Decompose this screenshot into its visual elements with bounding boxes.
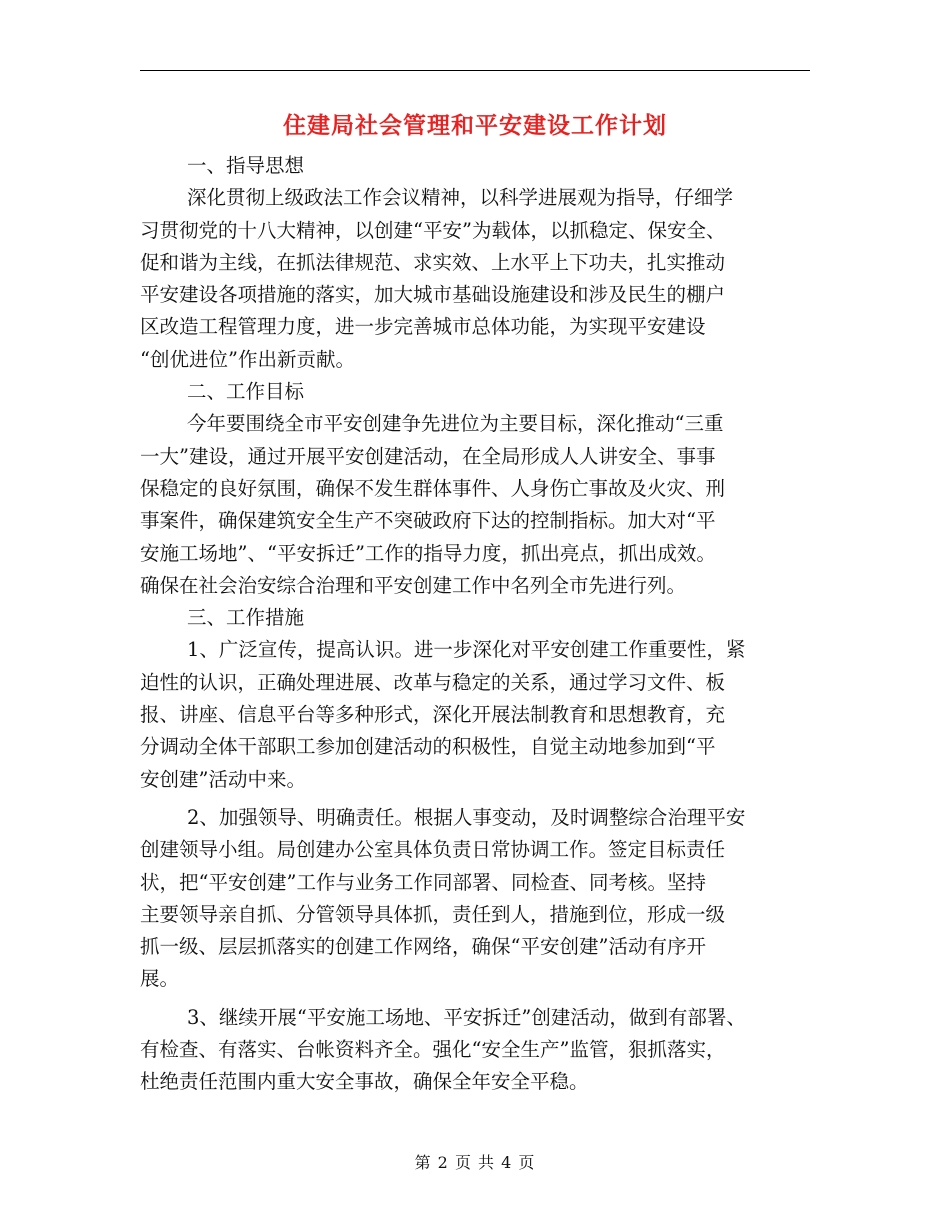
paragraph-line: 分调动全体干部职工参加创建活动的积极性，自觉主动地参加到“平 (140, 735, 716, 759)
section-heading-2: 二、工作目标 (187, 380, 305, 404)
document-title: 住建局社会管理和平安建设工作计划 (283, 112, 667, 139)
paragraph-line: 习贯彻党的十八大精神，以创建“平安”为载体，以抓稳定、保安全、 (140, 218, 726, 242)
paragraph-line: 杜绝责任范围内重大安全事故，确保全年安全平稳。 (140, 1070, 589, 1094)
paragraph-line: 今年要围绕全市平安创建争先进位为主要目标，深化推动“三重 (187, 412, 724, 436)
header-rule (140, 70, 810, 71)
paragraph-line: 1、广泛宣传，提高认识。进一步深化对平安创建工作重要性，紧 (187, 638, 746, 662)
paragraph-line: 区改造工程管理力度，进一步完善城市总体功能，为实现平安建设 (140, 315, 706, 339)
paragraph-line: 报、讲座、信息平台等多种形式，深化开展法制教育和思想教育，充 (140, 703, 726, 727)
paragraph-line: 创建领导小组。局创建办公室具体负责日常协调工作。签定目标责任 (140, 838, 726, 862)
document-body (140, 150, 820, 1099)
paragraph-line: 安创建”活动中来。 (140, 767, 306, 791)
paragraph-line: 一大”建设，通过开展平安创建活动，在全局形成人人讲安全、事事 (140, 444, 716, 468)
paragraph-line: 2、加强领导、明确责任。根据人事变动，及时调整综合治理平安 (187, 805, 746, 829)
paragraph-line: 展。 (140, 967, 180, 991)
paragraph-line: 状，把“平安创建”工作与业务工作同部署、同检查、同考核。坚持 (140, 870, 706, 894)
paragraph-line: 迫性的认识，正确处理进展、改革与稳定的关系，通过学习文件、板 (140, 670, 726, 694)
paragraph-line: 深化贯彻上级政法工作会议精神，以科学进展观为指导，仔细学 (187, 186, 734, 210)
page-number: 第 2 页 共 4 页 (414, 1153, 536, 1172)
paragraph-line: 抓一级、层层抓落实的创建工作网络，确保“平安创建”活动有序开 (140, 935, 706, 959)
paragraph-line: 促和谐为主线，在抓法律规范、求实效、上水平上下功夫，扎实推动 (140, 250, 726, 274)
paragraph-line: 事案件，确保建筑安全生产不突破政府下达的控制指标。加大对“平 (140, 509, 716, 533)
paragraph-line: 有检查、有落实、台帐资料齐全。强化“安全生产”监管，狠抓落实， (140, 1038, 726, 1062)
paragraph-line: 3、继续开展“平安施工场地、平安拆迁”创建活动，做到有部署、 (187, 1005, 746, 1029)
paragraph-line: 平安建设各项措施的落实，加大城市基础设施建设和涉及民生的棚户 (140, 283, 726, 307)
paragraph-line: “创优进位”作出新贡献。 (140, 347, 355, 371)
section-heading-3: 三、工作措施 (187, 606, 305, 630)
paragraph-line: 确保在社会治安综合治理和平安创建工作中名列全市先进行列。 (140, 573, 687, 597)
paragraph-line: 保稳定的良好氛围，确保不发生群体事件、人身伤亡事故及火灾、刑 (140, 476, 726, 500)
paragraph-line: 主要领导亲自抓、分管领导具体抓，责任到人，措施到位，形成一级 (140, 902, 726, 926)
section-heading-1: 一、指导思想 (187, 154, 305, 177)
paragraph-line: 安施工场地”、“平安拆迁”工作的指导力度，抓出亮点，抓出成效。 (140, 541, 716, 565)
